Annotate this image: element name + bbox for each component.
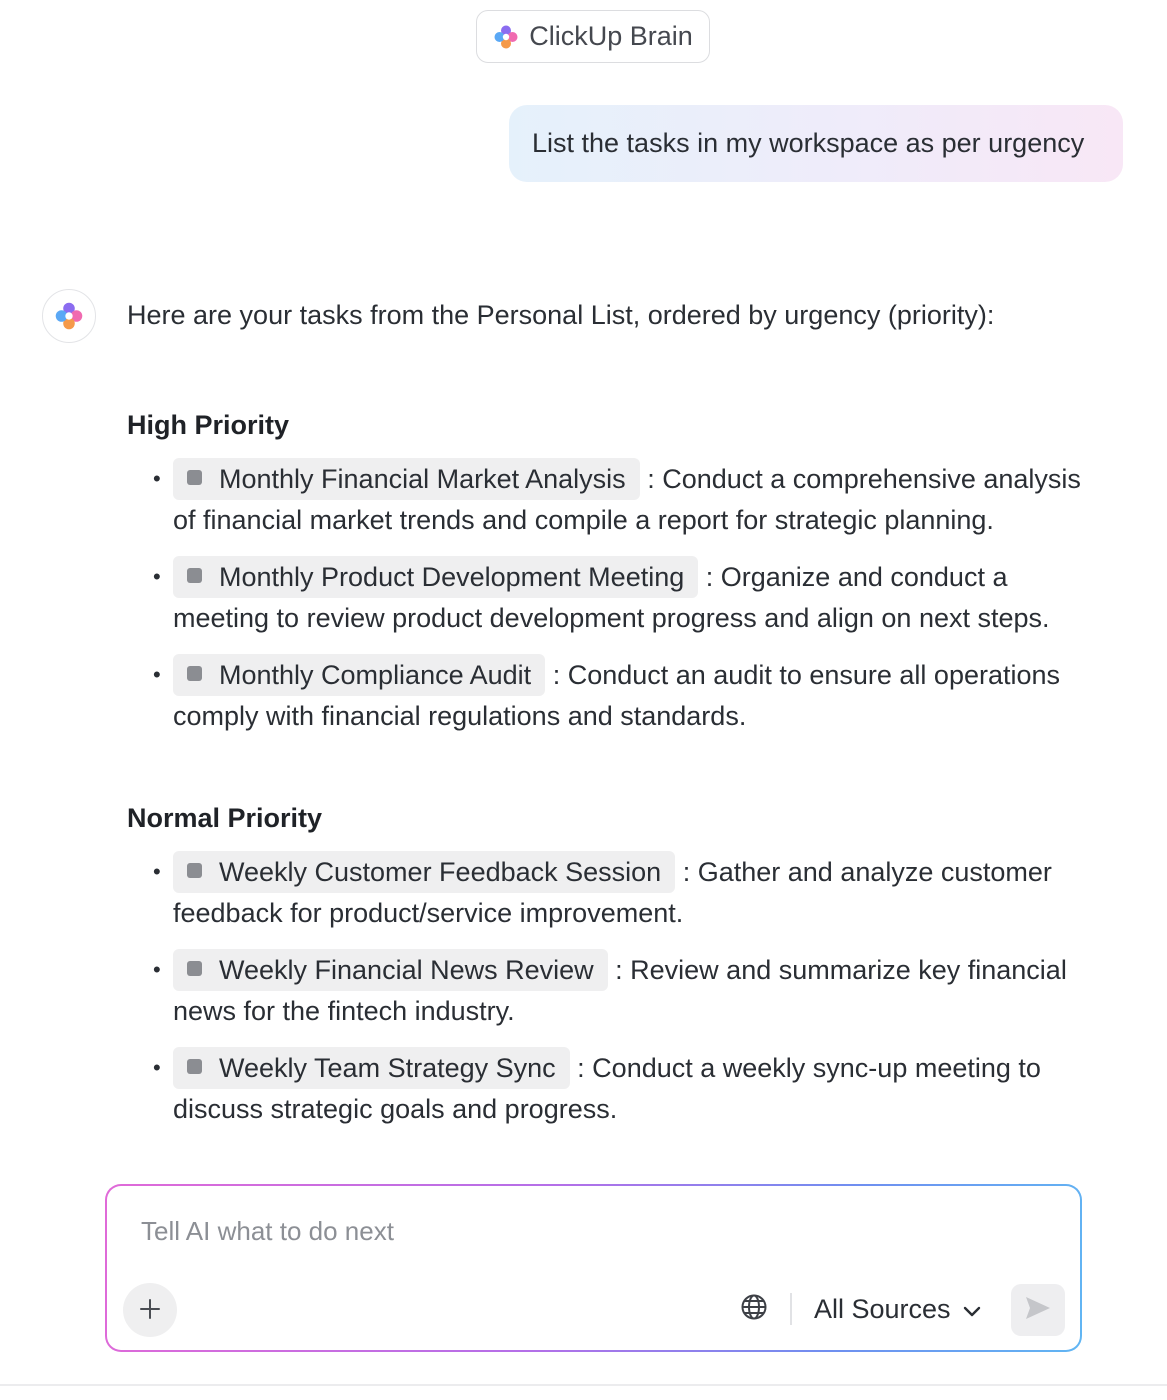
task-list-normal-priority	[127, 852, 1097, 1129]
task-status-icon	[187, 1059, 202, 1074]
user-message: List the tasks in my workspace as per urgency	[509, 105, 1123, 182]
task-chip[interactable]	[173, 949, 608, 991]
section-title-high-priority: High Priority	[127, 410, 290, 440]
section-title-normal-priority: Normal Priority	[127, 803, 323, 833]
assistant-avatar	[42, 289, 96, 343]
prompt-composer	[105, 1184, 1082, 1352]
scroll-fade	[127, 1128, 1097, 1152]
globe-icon	[740, 1293, 768, 1326]
clickup-brain-logo-icon	[493, 24, 519, 50]
chevron-down-icon	[963, 1294, 981, 1325]
composer-inner	[107, 1186, 1080, 1350]
task-description: : Conduct a comprehensive analysis of financial market trends and compile a report for strategic planning.	[173, 464, 1081, 535]
task-description: : Conduct a weekly sync-up meeting to discuss strategic goals and progress.	[173, 1053, 1041, 1124]
task-status-icon	[187, 666, 202, 681]
list-item	[127, 1048, 1097, 1129]
task-name: Weekly Financial News Review	[219, 955, 594, 985]
task-name: Monthly Product Development Meeting	[219, 562, 685, 592]
task-status-icon	[187, 863, 202, 878]
task-description: : Review and summarize key financial news for the fintech industry.	[173, 955, 1067, 1026]
task-description: : Organize and conduct a meeting to review product development progress and align on next steps.	[173, 562, 1050, 633]
task-chip[interactable]	[173, 654, 545, 696]
sources-dropdown[interactable]	[814, 1289, 981, 1329]
task-chip[interactable]	[173, 556, 698, 598]
add-attachment-button[interactable]	[123, 1283, 177, 1337]
task-status-icon	[187, 961, 202, 976]
list-item	[127, 852, 1097, 933]
task-status-icon	[187, 470, 202, 485]
list-item	[127, 459, 1097, 540]
task-name: Weekly Team Strategy Sync	[219, 1053, 556, 1083]
plus-icon	[139, 1298, 161, 1323]
task-name: Monthly Compliance Audit	[219, 660, 532, 690]
task-status-icon	[187, 568, 202, 583]
bottom-divider	[0, 1384, 1167, 1386]
brand-badge[interactable]	[476, 10, 710, 63]
assistant-intro: Here are your tasks from the Personal List, ordered by urgency (priority):	[127, 300, 995, 330]
clickup-brain-avatar-icon	[54, 301, 84, 331]
sources-label: All Sources	[814, 1293, 951, 1324]
list-item	[127, 557, 1097, 638]
task-chip[interactable]	[173, 851, 675, 893]
list-item	[127, 950, 1097, 1031]
task-description: : Gather and analyze customer feedback for product/service improvement.	[173, 857, 1052, 928]
web-search-toggle[interactable]	[737, 1292, 771, 1326]
assistant-message	[127, 295, 1097, 1152]
task-description: : Conduct an audit to ensure all operations comply with financial regulations and standards.	[173, 660, 1061, 731]
send-button[interactable]	[1011, 1284, 1065, 1336]
divider	[790, 1293, 792, 1325]
brand-label: ClickUp Brain	[529, 21, 693, 51]
task-chip[interactable]	[173, 458, 640, 500]
task-list-high-priority	[127, 459, 1097, 736]
prompt-input[interactable]	[141, 1212, 1001, 1250]
task-name: Weekly Customer Feedback Session	[219, 857, 662, 887]
list-item	[127, 655, 1097, 736]
task-chip[interactable]	[173, 1047, 570, 1089]
send-icon	[1024, 1295, 1052, 1326]
task-name: Monthly Financial Market Analysis	[219, 464, 626, 494]
